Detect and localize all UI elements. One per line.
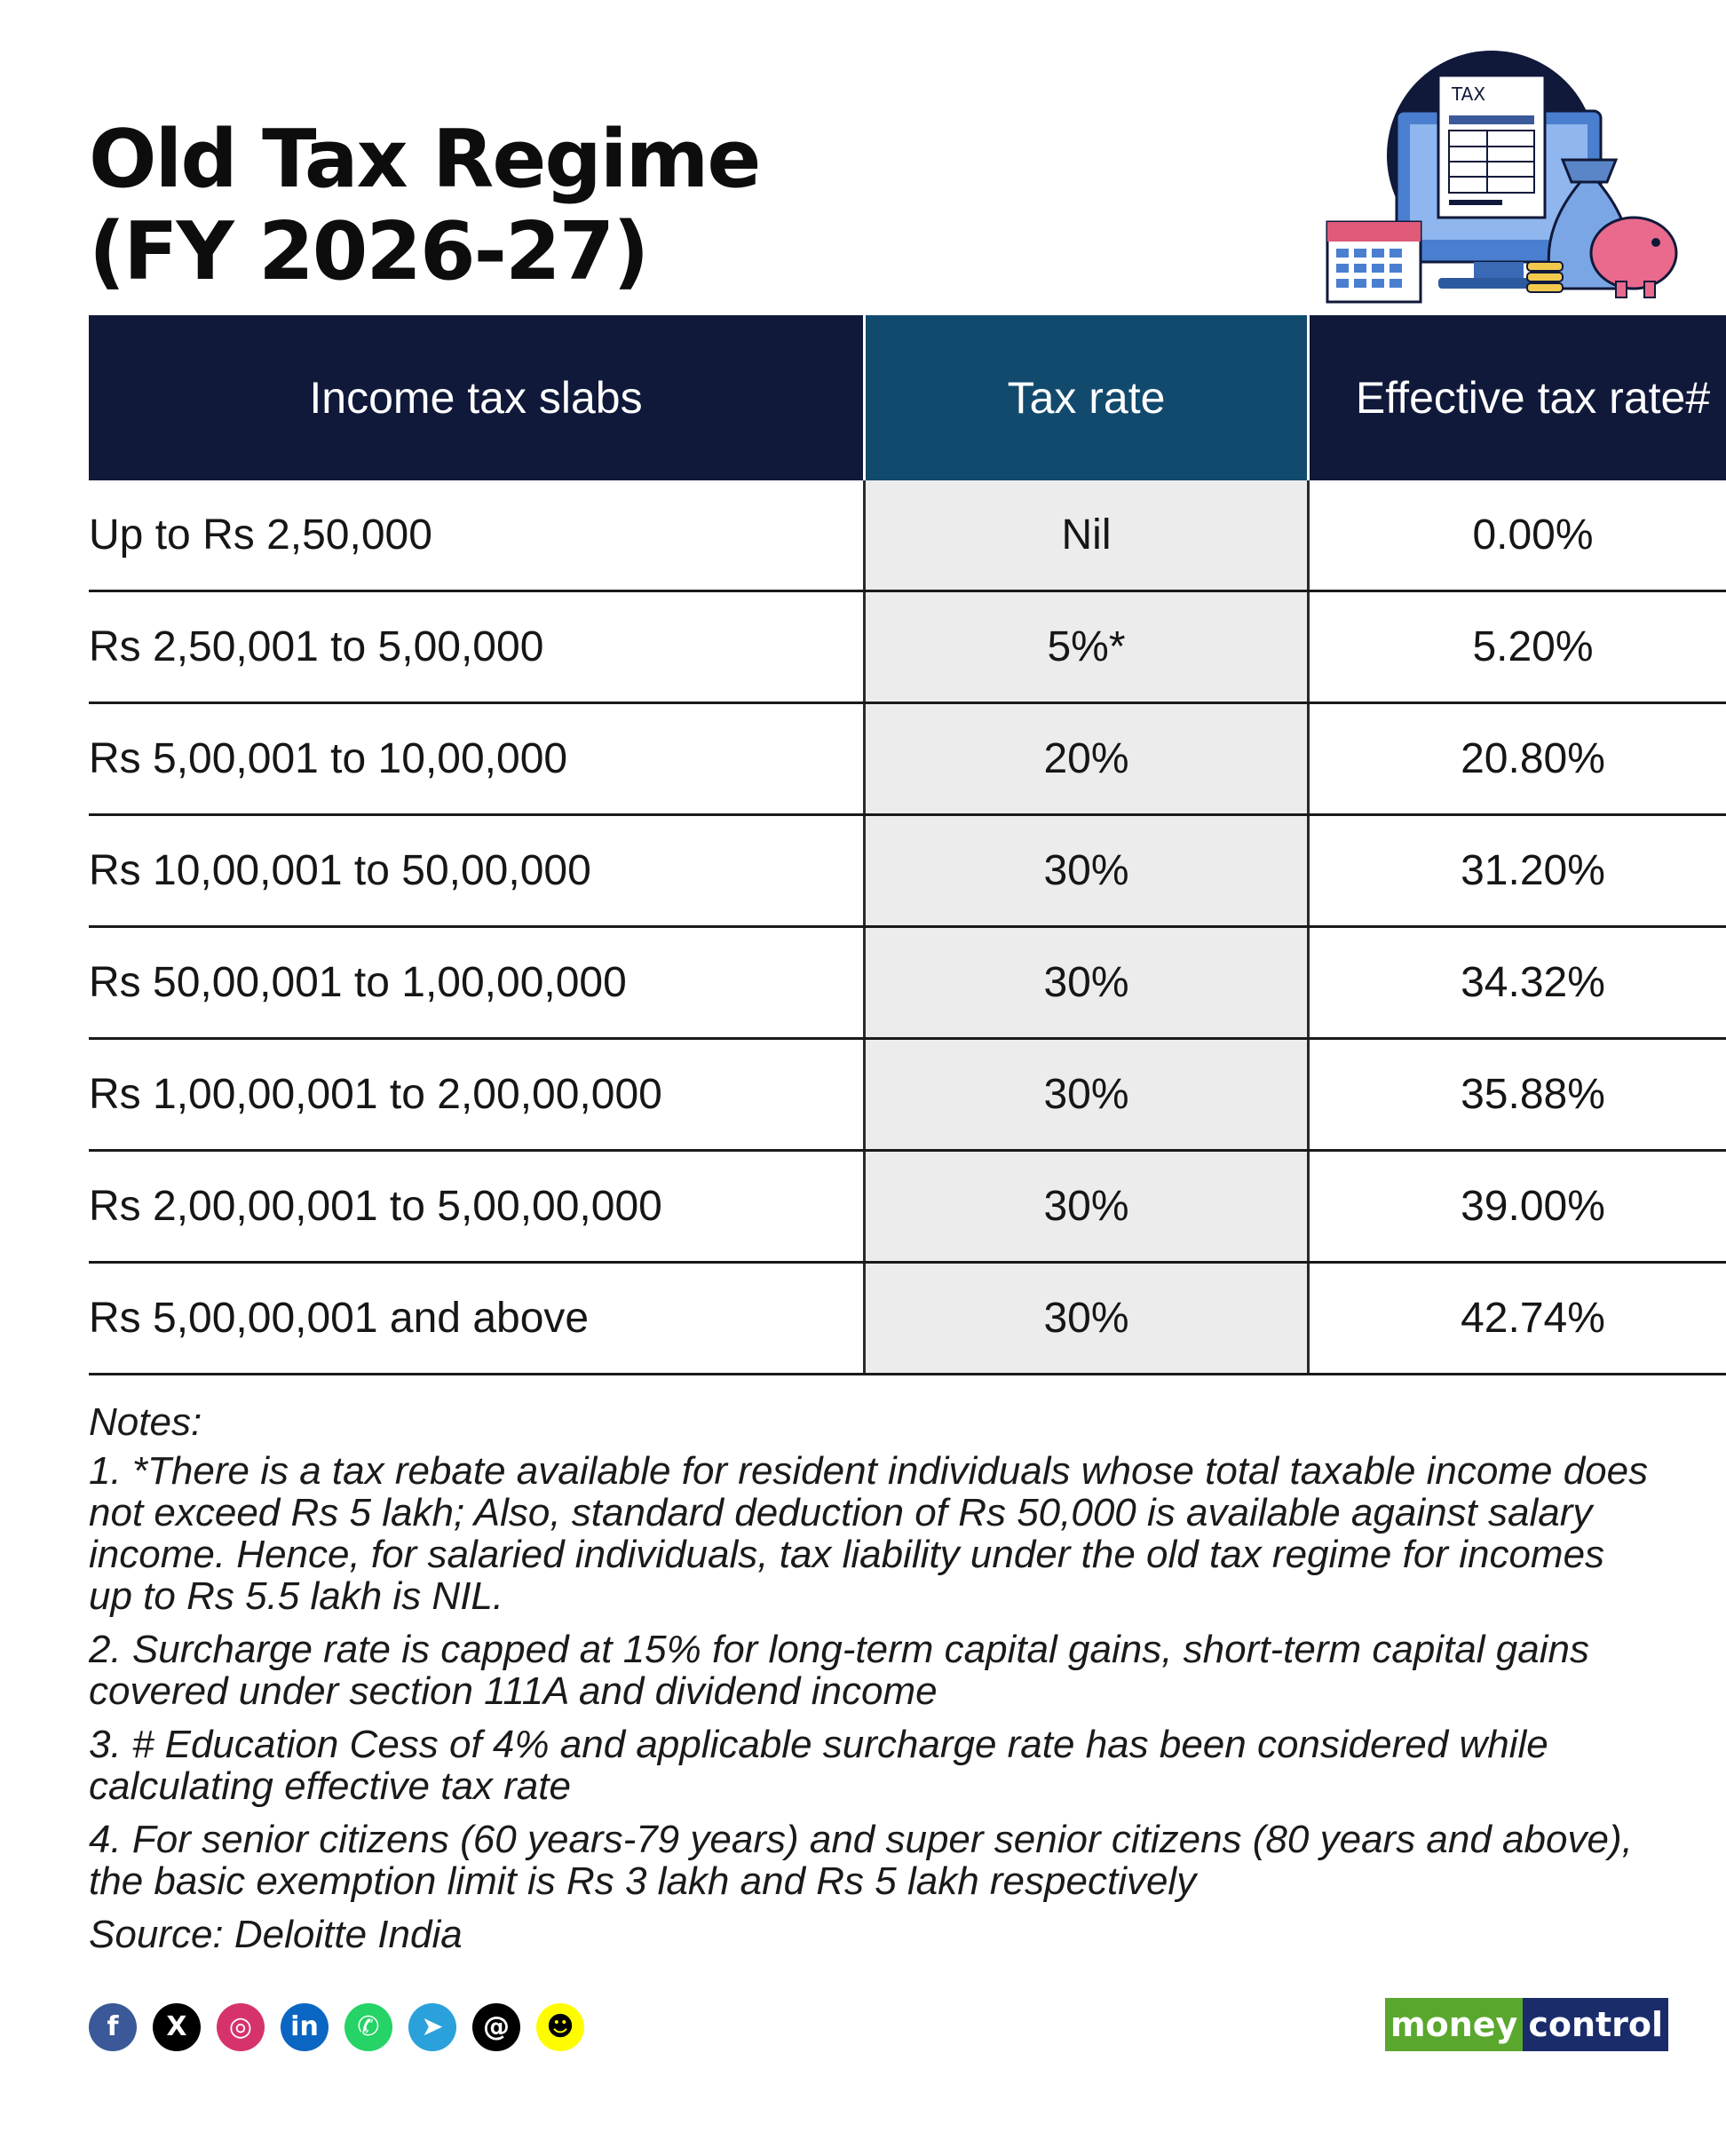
moneycontrol-logo <box>1385 1998 1664 2051</box>
logo-part-control: control <box>1523 1998 1668 2051</box>
svg-text:TAX: TAX <box>1452 83 1486 105</box>
note-4: 4. For senior citizens (60 years-79 years) and super senior citizens (80 years and above), the basic exemption limit is Rs 3 lakh and Rs 5 lakh respectively <box>89 1818 1633 1903</box>
tax-document-icon <box>1438 75 1545 218</box>
facebook-icon[interactable]: f <box>89 2003 137 2051</box>
coin-stack-icon <box>1527 262 1563 292</box>
note-3: 3. # Education Cess of 4% and applicable surcharge rate has been considered while calculating effective tax rate <box>89 1723 1548 1808</box>
header-income-slabs: Income tax slabs <box>89 315 865 480</box>
slab-cell: Up to Rs 2,50,000 <box>89 480 865 591</box>
effective-rate-cell: 34.32% <box>1309 927 1726 1039</box>
rate-cell: 20% <box>865 703 1309 815</box>
effective-rate-cell: 35.88% <box>1309 1039 1726 1151</box>
rate-cell: 30% <box>865 927 1309 1039</box>
source-line: Source: Deloitte India <box>89 1913 463 1956</box>
table-row <box>89 815 1726 927</box>
effective-rate-cell: 31.20% <box>1309 815 1726 927</box>
rate-cell: 30% <box>865 1263 1309 1375</box>
calendar-icon <box>1327 222 1421 302</box>
instagram-icon[interactable]: ◎ <box>217 2003 265 2051</box>
table-row <box>89 703 1726 815</box>
effective-rate-cell: 39.00% <box>1309 1151 1726 1263</box>
logo-part-money: money <box>1385 1998 1523 2051</box>
table-row <box>89 591 1726 703</box>
notes-heading: Notes: <box>89 1400 202 1444</box>
slab-cell: Rs 1,00,00,001 to 2,00,00,000 <box>89 1039 865 1151</box>
title-line-1: Old Tax Regime <box>89 113 760 206</box>
notes-section <box>89 1401 1651 1967</box>
slab-cell: Rs 10,00,001 to 50,00,000 <box>89 815 865 927</box>
effective-rate-cell: 5.20% <box>1309 591 1726 703</box>
slab-cell: Rs 2,00,00,001 to 5,00,00,000 <box>89 1151 865 1263</box>
tax-illustration <box>1314 49 1687 315</box>
rate-cell: Nil <box>865 480 1309 591</box>
social-links <box>89 2003 584 2051</box>
rate-cell: 30% <box>865 1039 1309 1151</box>
tax-slab-table <box>89 315 1726 1375</box>
slab-cell: Rs 5,00,00,001 and above <box>89 1263 865 1375</box>
title-line-2: (FY 2026-27) <box>89 205 648 298</box>
telegram-icon[interactable]: ➤ <box>408 2003 456 2051</box>
header-effective-rate: Effective tax rate# <box>1309 315 1726 480</box>
rate-cell: 30% <box>865 1151 1309 1263</box>
table-row <box>89 1151 1726 1263</box>
table-row <box>89 480 1726 591</box>
rate-cell: 30% <box>865 815 1309 927</box>
rate-cell: 5%* <box>865 591 1309 703</box>
table-row <box>89 927 1726 1039</box>
table-header-row <box>89 315 1726 480</box>
slab-cell: Rs 2,50,001 to 5,00,000 <box>89 591 865 703</box>
x-icon[interactable]: X <box>153 2003 201 2051</box>
table-row <box>89 1039 1726 1151</box>
effective-rate-cell: 20.80% <box>1309 703 1726 815</box>
snapchat-icon[interactable]: ☻ <box>536 2003 584 2051</box>
table-row <box>89 1263 1726 1375</box>
effective-rate-cell: 42.74% <box>1309 1263 1726 1375</box>
header-tax-rate: Tax rate <box>865 315 1309 480</box>
threads-icon[interactable]: @ <box>472 2003 520 2051</box>
whatsapp-icon[interactable]: ✆ <box>344 2003 392 2051</box>
note-1: 1. *There is a tax rebate available for resident individuals whose total taxable income does not exceed Rs 5 lakh; Also, standard deduction of Rs 50,000 is available against salary income. Hence, for salaried individuals, tax liability under the old tax regime for incomes up to Rs 5.5 lakh is NIL. <box>89 1449 1649 1618</box>
linkedin-icon[interactable]: in <box>281 2003 329 2051</box>
page-title <box>89 114 759 298</box>
effective-rate-cell: 0.00% <box>1309 480 1726 591</box>
note-2: 2. Surcharge rate is capped at 15% for long-term capital gains, short-term capital gains covered under section 111A and dividend income <box>89 1628 1589 1713</box>
slab-cell: Rs 50,00,001 to 1,00,00,000 <box>89 927 865 1039</box>
slab-cell: Rs 5,00,001 to 10,00,000 <box>89 703 865 815</box>
